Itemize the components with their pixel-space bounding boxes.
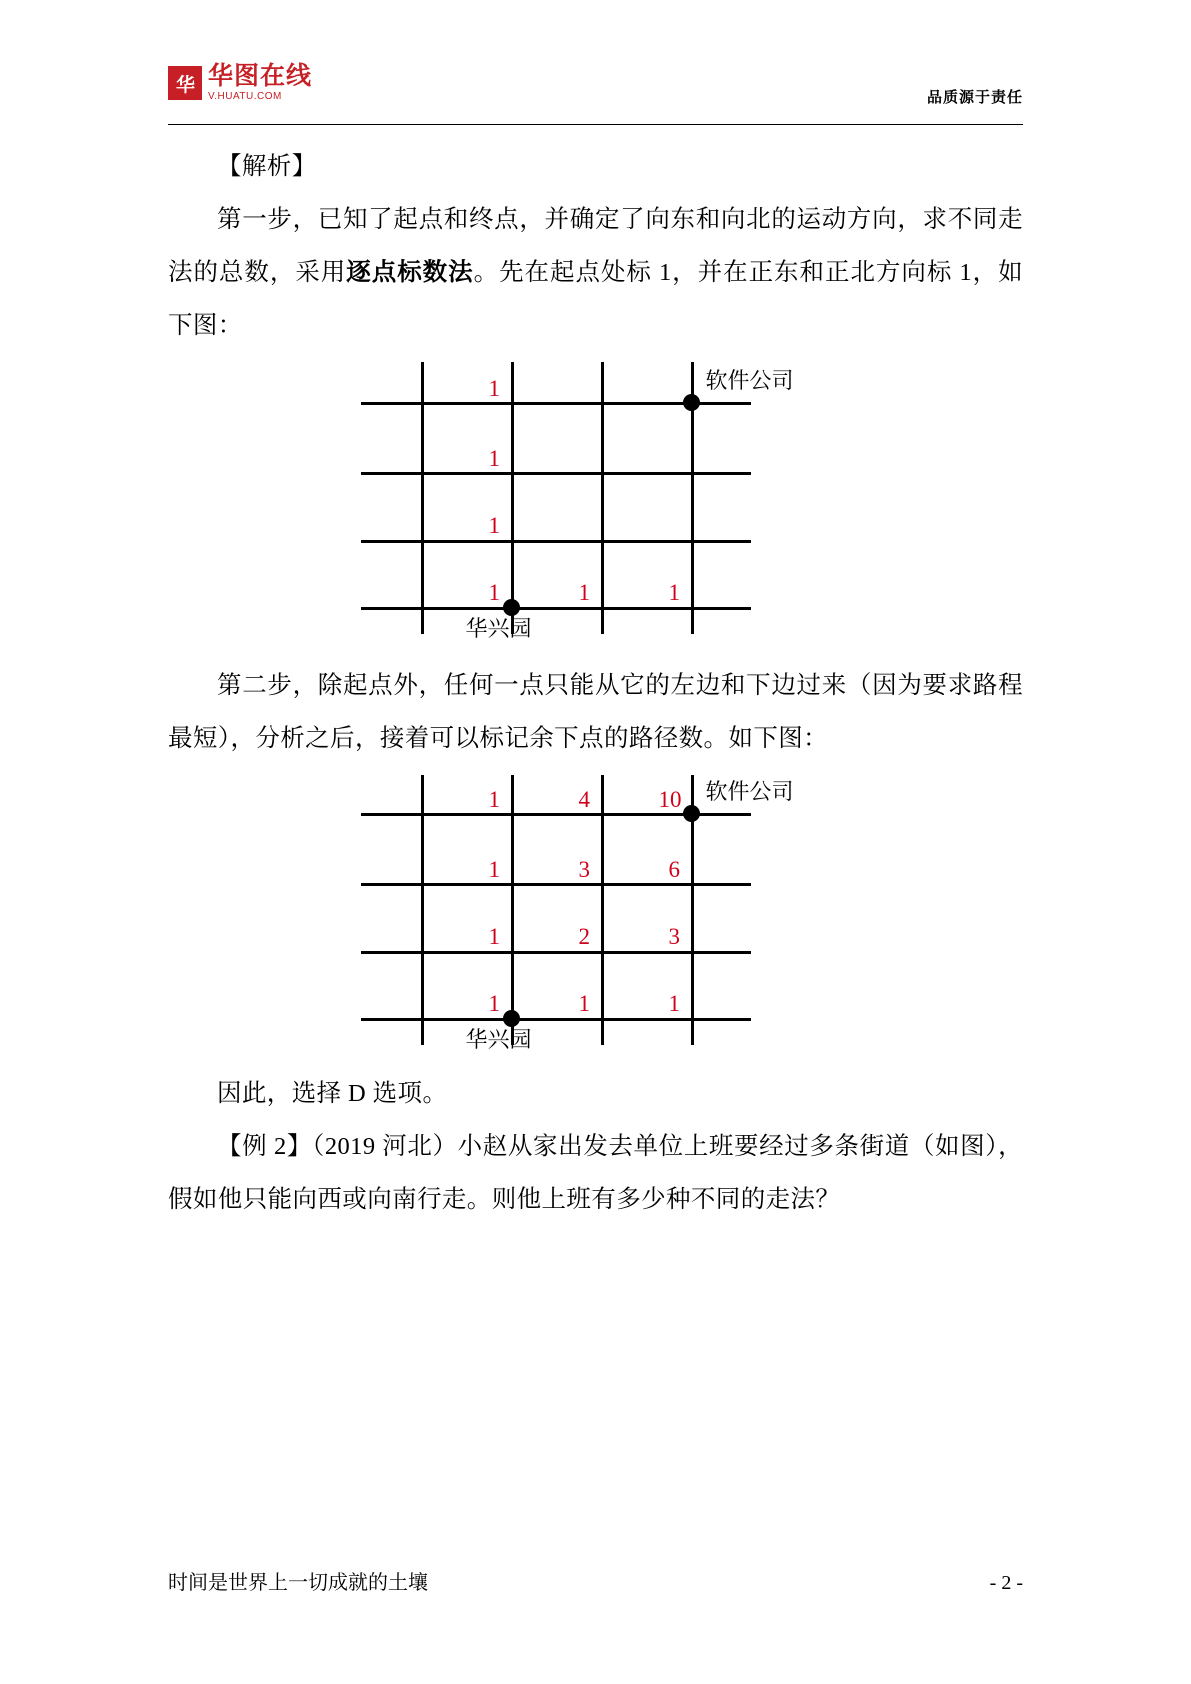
figure-grid-one [361, 362, 831, 647]
grid2-end-label: 软件公司 [705, 779, 794, 804]
brand-logo [168, 64, 312, 102]
grid2-number-b-1: 1 [578, 991, 590, 1016]
grid1-start-node [503, 599, 520, 616]
grid2-end-node [683, 805, 700, 822]
paragraph-conclusion: 因此，选择 D 选项。 [217, 1080, 448, 1107]
grid1-end-node [683, 394, 700, 411]
grid1-number-0: 1 [488, 376, 500, 401]
grid2-number-r2-0: 1 [488, 857, 500, 882]
figure-grid-two [361, 775, 831, 1055]
analysis-heading: 【解析】 [217, 153, 317, 180]
grid2-number-b-0: 1 [488, 991, 500, 1016]
logo-name-cn: 华图在线 [208, 62, 313, 90]
grid2-hline-3 [361, 951, 751, 954]
grid2-start-label: 华兴园 [465, 1027, 532, 1052]
grid1-number-5: 1 [668, 580, 680, 605]
grid1-end-label: 软件公司 [705, 368, 794, 393]
step-one-text-c: 。先在起点处标 1，并在正东和正北方向标 1，如下图： [168, 259, 1023, 339]
grid2-number-top-1: 4 [578, 787, 590, 812]
grid1-hline-2 [361, 472, 751, 475]
footer-quote: 时间是世界上一切成就的土壤 [168, 1572, 428, 1594]
grid2-hline-4 [361, 1018, 751, 1021]
grid1-hline-4 [361, 607, 751, 610]
grid1-number-1: 1 [488, 446, 500, 471]
grid1-hline-3 [361, 540, 751, 543]
document-content [168, 140, 1023, 1226]
grid2-number-r3-2: 3 [668, 924, 680, 949]
grid2-number-r2-2: 6 [668, 857, 680, 882]
header-slogan: 品质源于责任 [926, 89, 1023, 106]
grid2-number-r3-0: 1 [488, 924, 500, 949]
page-footer [168, 1566, 1023, 1595]
grid1-number-2: 1 [488, 513, 500, 538]
grid1-start-label: 华兴园 [465, 616, 532, 641]
grid1-number-4: 1 [578, 580, 590, 605]
grid2-start-node [503, 1010, 520, 1027]
grid2-number-b-2: 1 [668, 991, 680, 1016]
grid2-number-r3-1: 2 [578, 924, 590, 949]
logo-text [208, 64, 312, 102]
grid2-number-top-2: 10 [658, 787, 682, 812]
paragraph-step-one [168, 193, 1023, 352]
step-one-text-a: 第一步，已知了起点和终点，并确定了向东和向北的运动方向，求不同走法的总数，采用 [168, 206, 1023, 286]
page-number: - 2 - [989, 1572, 1023, 1594]
grid1-number-3: 1 [488, 580, 500, 605]
logo-url: V.HUATU.COM [208, 91, 282, 102]
grid2-number-r2-1: 3 [578, 857, 590, 882]
grid2-number-top-0: 1 [488, 787, 500, 812]
step-one-keyword: 逐点标数法 [346, 259, 474, 286]
paragraph-step-two: 第二步，除起点外，任何一点只能从它的左边和下边过来（因为要求路程最短），分析之后，接着可以标记余下点的路径数。如下图： [168, 672, 1023, 752]
grid2-hline-2 [361, 883, 751, 886]
page-header [168, 62, 1023, 125]
paragraph-example-two: 【例 2】（2019 河北）小赵从家出发去单位上班要经过多条街道（如图），假如他只能向西或向南行走。则他上班有多少种不同的走法？ [168, 1133, 1023, 1213]
logo-mark-icon: 华 [168, 66, 202, 100]
